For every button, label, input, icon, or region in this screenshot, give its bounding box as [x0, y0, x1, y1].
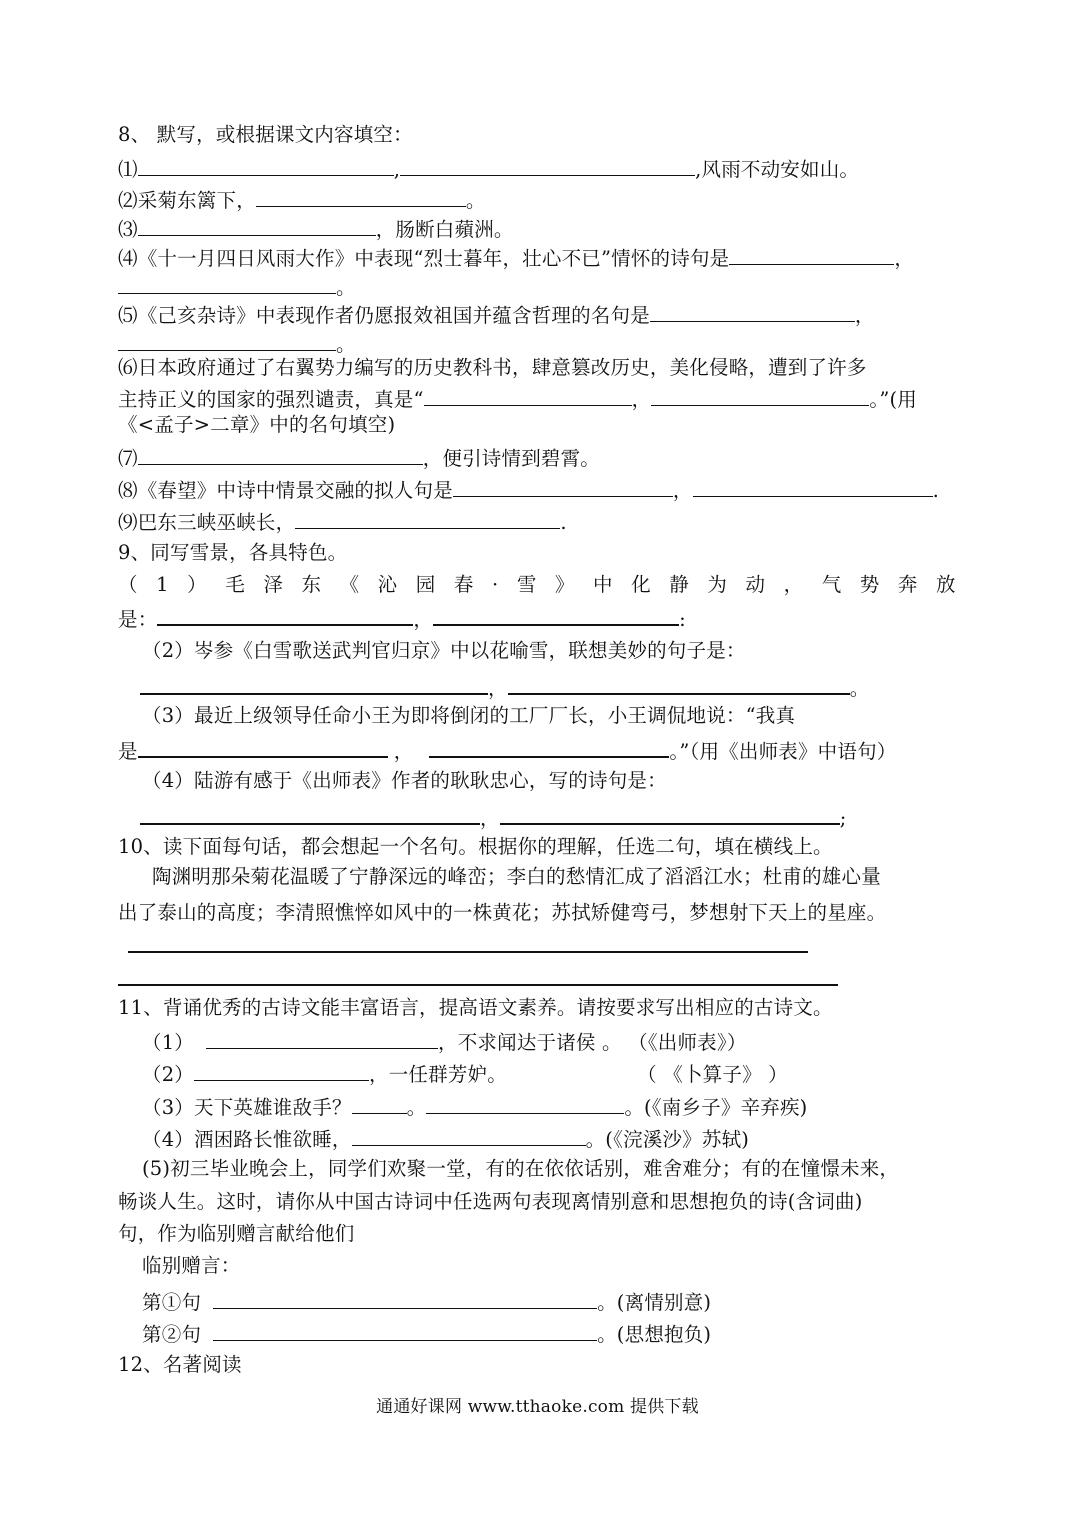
- q11-item-2-text: ，一任群芳妒。: [369, 1063, 507, 1086]
- q11-heading: 11、背诵优秀的古诗文能丰富语言，提高语文素养。请按要求写出相应的古诗文。: [118, 996, 833, 1019]
- char: 动: [745, 573, 766, 596]
- punct: 。: [849, 677, 870, 700]
- q8-heading: 8、 默写，或根据课文内容填空：: [118, 123, 413, 146]
- q11-item-3-source: 。(《南乡子》辛弃疾): [624, 1096, 808, 1119]
- answer-blank[interactable]: [426, 1092, 624, 1114]
- q8-item-5: [118, 300, 875, 329]
- q8-item-8-text: ⑻《春望》中诗中情景交融的拟人句是: [118, 479, 453, 502]
- char: 中: [593, 573, 613, 596]
- punct: ，: [393, 740, 414, 763]
- punct: 。: [465, 189, 486, 212]
- punct: ;: [839, 807, 847, 830]
- answer-blank[interactable]: [500, 802, 840, 825]
- q11-item-1-num: （1）: [142, 1031, 195, 1054]
- punct: ，: [672, 479, 693, 502]
- answer-blank[interactable]: [693, 475, 933, 497]
- q9-item-2-answer: [140, 672, 869, 702]
- farewell-sentence-1: [142, 1287, 711, 1316]
- char: 毛: [225, 573, 245, 596]
- answer-blank[interactable]: [352, 1092, 407, 1114]
- answer-blank[interactable]: [429, 735, 669, 758]
- answer-blank[interactable]: [651, 384, 869, 406]
- char: 《: [339, 573, 360, 596]
- q11-item-5-line3: 句，作为临别赠言献给他们: [118, 1222, 355, 1245]
- answer-blank[interactable]: [140, 672, 488, 695]
- q10-body-line1: 陶渊明那朵菊花温暖了宁静深远的峰峦；李白的愁情汇成了滔滔江水；杜甫的雄心量: [152, 865, 881, 888]
- answer-blank[interactable]: [118, 272, 336, 294]
- punct: 。: [406, 1096, 427, 1119]
- sentence-1-note: 。(离情别意): [597, 1291, 712, 1314]
- answer-blank[interactable]: [138, 443, 423, 465]
- answer-blank[interactable]: [157, 603, 413, 626]
- q9-heading: 9、同写雪景，各具特色。: [118, 541, 348, 564]
- char: 奔: [897, 573, 918, 596]
- char: 》: [554, 573, 575, 596]
- q9-item-3-line1: （3）最近上级领导任命小王为即将倒闭的工厂厂长，小王调侃地说：“我真: [142, 704, 796, 727]
- answer-blank[interactable]: [400, 154, 695, 176]
- answer-blank[interactable]: [424, 384, 632, 406]
- punct: ，: [631, 388, 652, 411]
- q11-item-2-source: （ 《卜算子》 ）: [646, 1063, 788, 1086]
- q8-item-1-text: ,风雨不动安如山。: [695, 158, 860, 181]
- answer-blank[interactable]: [433, 603, 679, 626]
- q9-item-3-line2: [118, 735, 896, 765]
- punct: 。: [336, 276, 356, 299]
- answer-blank[interactable]: [118, 329, 336, 351]
- char: 静: [669, 573, 689, 596]
- q10-body-line2: 出了泰山的高度；李清照憔悴如风中的一株黄花；苏拭矫健弯弓，梦想射下天上的星座。: [118, 901, 887, 924]
- farewell-label: 临别赠言：: [142, 1254, 241, 1277]
- answer-blank[interactable]: [295, 507, 560, 529]
- punct: 。: [336, 333, 356, 356]
- q8-item-6-note: 。”(用: [869, 388, 918, 411]
- q9-item-4: （4）陆游有感于《出师表》作者的耿耿忠心，写的诗句是：: [142, 769, 667, 792]
- punct: ，: [413, 608, 434, 631]
- char: 春: [453, 573, 474, 596]
- char: 泽: [263, 573, 284, 596]
- char: 1: [156, 573, 169, 596]
- q8-item-6-line2: [118, 384, 917, 413]
- q8-item-6-line3: 《<孟子>二章》中的名句填空): [118, 413, 396, 436]
- char: 沁: [377, 573, 398, 596]
- q8-item-7: [118, 443, 600, 472]
- q8-item-9: [118, 507, 567, 536]
- q8-item-5-cont: [118, 329, 356, 358]
- answer-blank[interactable]: [138, 154, 394, 176]
- answer-blank[interactable]: [729, 243, 894, 265]
- farewell-sentence-2: [142, 1319, 711, 1348]
- punct: :: [679, 608, 686, 631]
- q11-item-2: [142, 1059, 788, 1088]
- sentence-2-note: 。(思想抱负): [597, 1323, 712, 1346]
- q8-item-1: [118, 154, 859, 183]
- answer-blank[interactable]: [213, 1319, 597, 1341]
- q11-item-2-num: （2）: [142, 1063, 195, 1086]
- q11-item-1: [142, 1027, 747, 1056]
- q8-item-3-num: ⑶: [118, 218, 138, 241]
- q11-item-3-text: （3）天下英雄谁敌手？: [142, 1096, 352, 1119]
- q8-item-6-text: 主持正义的国家的强烈谴责，真是“: [118, 388, 424, 411]
- q8-item-3: [118, 214, 514, 243]
- char: 园: [415, 573, 436, 596]
- q12-heading: 12、名著阅读: [118, 1353, 242, 1376]
- punct: ，: [488, 677, 508, 700]
- q8-item-4-text: ⑷《十一月四日风雨大作》中表现“烈士暮年，壮心不已”情怀的诗句是: [118, 247, 730, 270]
- answer-blank[interactable]: [352, 1124, 586, 1146]
- char: ·: [492, 573, 499, 596]
- q8-item-1-num: ⑴: [118, 158, 138, 181]
- q11-item-5-line2: 畅谈人生。这时，请你从中国古诗词中任选两句表现离情别意和思想抱负的诗(含词曲): [118, 1190, 863, 1213]
- char: 东: [301, 573, 322, 596]
- q11-item-4: [142, 1124, 749, 1153]
- q8-item-4: [118, 243, 914, 272]
- q8-item-5-text: ⑸《己亥杂诗》中表现作者仍愿报效祖国并蕴含哲理的名句是: [118, 304, 650, 327]
- punct: .: [932, 479, 940, 502]
- answer-blank[interactable]: [256, 185, 466, 207]
- answer-blank[interactable]: [206, 1027, 438, 1049]
- char: ，: [783, 573, 804, 596]
- q8-item-6-line1: ⑹日本政府通过了右翼势力编写的历史教科书，肆意篡改历史，美化侵略，遭到了许多: [118, 356, 867, 379]
- sentence-2-label: 第②句: [142, 1323, 202, 1346]
- answer-blank[interactable]: [194, 1059, 369, 1081]
- punct: ，: [480, 807, 500, 830]
- q8-item-8: [118, 475, 939, 504]
- char: 势: [859, 573, 880, 596]
- q9-item-3-note: 。”（用《出师表》中语句）: [669, 740, 897, 763]
- q10-heading: 10、读下面每句话，都会想起一个名句。根据你的理解，任选二句，填在横线上。: [118, 835, 833, 858]
- q9-item-1-text: 是：: [118, 608, 158, 631]
- char: 为: [707, 573, 728, 596]
- answer-blank[interactable]: [213, 1287, 597, 1309]
- char: 气: [821, 573, 842, 596]
- q9-item-3-text: 是: [118, 740, 138, 763]
- q8-item-2-text: ⑵采菊东篱下，: [118, 189, 256, 212]
- q11-item-3: [142, 1092, 807, 1121]
- page-footer: 通通好课网 www.tthaoke.com 提供下载: [376, 1397, 699, 1417]
- q11-item-4-source: 。(《浣溪沙》苏轼): [585, 1128, 750, 1151]
- answer-line[interactable]: [128, 951, 808, 953]
- q8-item-4-cont: [118, 272, 356, 301]
- q8-item-9-text: ⑼巴东三峡巫峡长，: [118, 511, 296, 534]
- char: 放: [936, 573, 956, 596]
- answer-blank[interactable]: [650, 300, 855, 322]
- q8-item-7-num: ⑺: [118, 447, 138, 470]
- char: 雪: [516, 573, 537, 596]
- punct: ，: [854, 304, 875, 327]
- answer-blank[interactable]: [140, 802, 480, 825]
- sentence-1-label: 第①句: [142, 1291, 202, 1314]
- punct: ,: [393, 158, 401, 181]
- q8-item-3-text: ，肠断白蘋洲。: [375, 218, 514, 241]
- char: （: [118, 573, 138, 596]
- answer-blank[interactable]: [138, 735, 388, 758]
- q9-item-1-line1: [118, 572, 956, 598]
- q9-item-1-line2: [118, 603, 686, 633]
- char: ）: [187, 573, 207, 596]
- punct: .: [560, 511, 567, 534]
- q11-item-4-text: （4）酒困路长惟欲睡，: [142, 1128, 352, 1151]
- q8-item-7-text: ，便引诗情到碧霄。: [422, 447, 601, 470]
- punct: ，: [894, 247, 915, 270]
- q8-item-2: [118, 185, 486, 214]
- q11-item-1-text: ，不求闻达于诸侯 。 （《出师表》）: [438, 1031, 747, 1054]
- answer-line[interactable]: [118, 984, 838, 986]
- answer-blank[interactable]: [508, 672, 850, 695]
- answer-blank[interactable]: [138, 214, 376, 236]
- q9-item-4-answer: [140, 802, 846, 832]
- char: 化: [631, 573, 651, 596]
- q9-item-2: （2）岑参《白雪歌送武判官归京》中以花喻雪，联想美妙的句子是：: [142, 639, 746, 662]
- answer-blank[interactable]: [453, 475, 673, 497]
- q11-item-5-line1: (5)初三毕业晚会上，同学们欢聚一堂，有的在依依话别，难舍难分；有的在憧憬未来，: [142, 1157, 900, 1180]
